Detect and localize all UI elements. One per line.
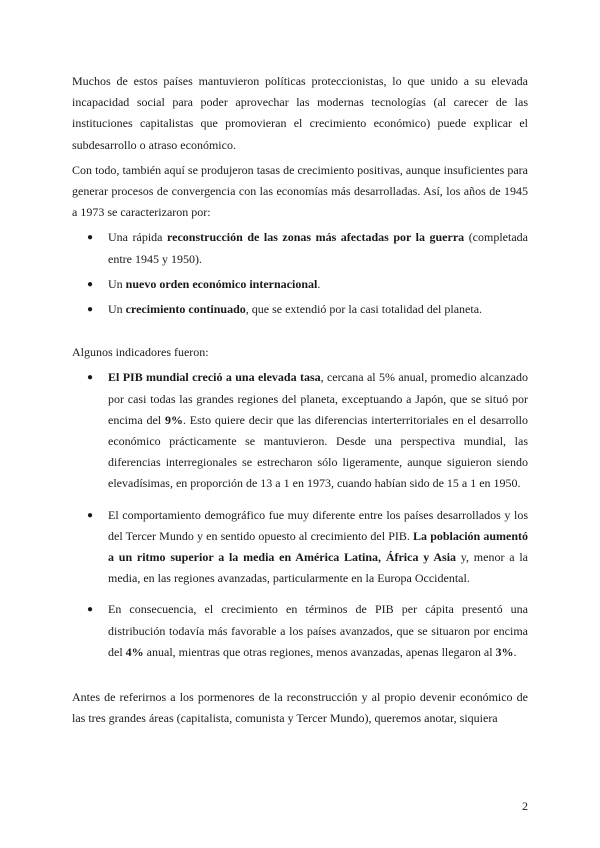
- text-run: , que se extendió por la casi totalidad del planeta.: [245, 302, 483, 317]
- text-run: y, menor a la media, en las regiones avanzadas, particularmente en la Europa Occidental.: [108, 550, 528, 586]
- paragraph-antes: Antes de referirnos a los pormenores de la reconstrucción y al propio devenir económico de las tres grandes áreas (capitalista, comunista y Tercer Mundo), queremos anotar, siquiera: [72, 690, 528, 726]
- text-run: .: [513, 644, 517, 659]
- text-run: . Esto quiere decir que las diferencias interterritoriales en el desarrollo económico prácticamente se mantuvieron. Desde una perspectiva mundial, las diferencias interregionales se estrecharon sólo ligeramente, aunque siguieron siendo elevadísimas, en proporción de 13 a 1 en 1973, cuando habían sido de 15 a 1 en 1950.: [108, 412, 528, 491]
- bold-text: 3%: [495, 644, 514, 659]
- text-run: .: [317, 276, 321, 291]
- bold-text: El PIB mundial creció a una elevada tasa: [108, 370, 321, 385]
- text-run: Un: [108, 276, 126, 291]
- list-item: [72, 274, 528, 295]
- bold-text: crecimiento continuado: [125, 302, 246, 317]
- page-number: 2: [522, 799, 528, 813]
- bold-text: 4%: [125, 644, 144, 659]
- text-run: , cercana al 5% anual, promedio alcanzado por casi todas las grandes regiones del planeta, exceptuando a Japón, que se situó por encima del: [108, 370, 528, 427]
- bold-text: reconstrucción de las zonas más afectadas por la guerra: [167, 230, 465, 245]
- text-run: Un: [108, 302, 126, 317]
- paragraph-crecimiento: Con todo, también aquí se produjeron tasas de crecimiento positivas, aunque insuficientes para generar procesos de convergencia con las economías más desarrolladas. Así, los años de 1945 a 1973 se caracterizaron por:: [72, 162, 528, 220]
- list-item: [72, 299, 528, 320]
- list-item: [72, 227, 528, 269]
- list-item: [72, 505, 528, 590]
- indicators-list: [72, 367, 528, 663]
- page-body: [72, 71, 528, 729]
- bold-text: 9%: [164, 412, 183, 427]
- text-run: anual, mientras que otras regiones, menos avanzadas, apenas llegaron al: [143, 644, 496, 659]
- list-item: [72, 367, 528, 494]
- paragraph-indicadores: Algunos indicadores fueron:: [72, 345, 209, 360]
- characteristics-list: [72, 227, 528, 320]
- text-run: Una rápida: [108, 230, 168, 245]
- text-run: El comportamiento demográfico fue muy diferente entre los países desarrollados y los del Tercer Mundo y en sentido opuesto al crecimiento del PIB.: [108, 507, 528, 543]
- bold-text: La población aumentó a un ritmo superior a la media en América Latina, África y Asia: [108, 528, 529, 565]
- text-run: (completada entre 1945 y 1950).: [108, 230, 528, 266]
- bold-text: nuevo orden económico internacional: [125, 276, 318, 291]
- text-run: En consecuencia, el crecimiento en términos de PIB per cápita presentó una distribución todavía más favorable a los países avanzados, que se situaron por encima del: [108, 602, 528, 659]
- paragraph-proteccionismo: Muchos de estos países mantuvieron políticas proteccionistas, lo que unido a su elevada incapacidad social para poder aprovechar las modernas tecnologías (al carecer de las instituciones capitalistas que promovieran el crecimiento económico) puede explicar el subdesarrollo o atraso económico.: [72, 74, 528, 152]
- list-item: [72, 599, 528, 663]
